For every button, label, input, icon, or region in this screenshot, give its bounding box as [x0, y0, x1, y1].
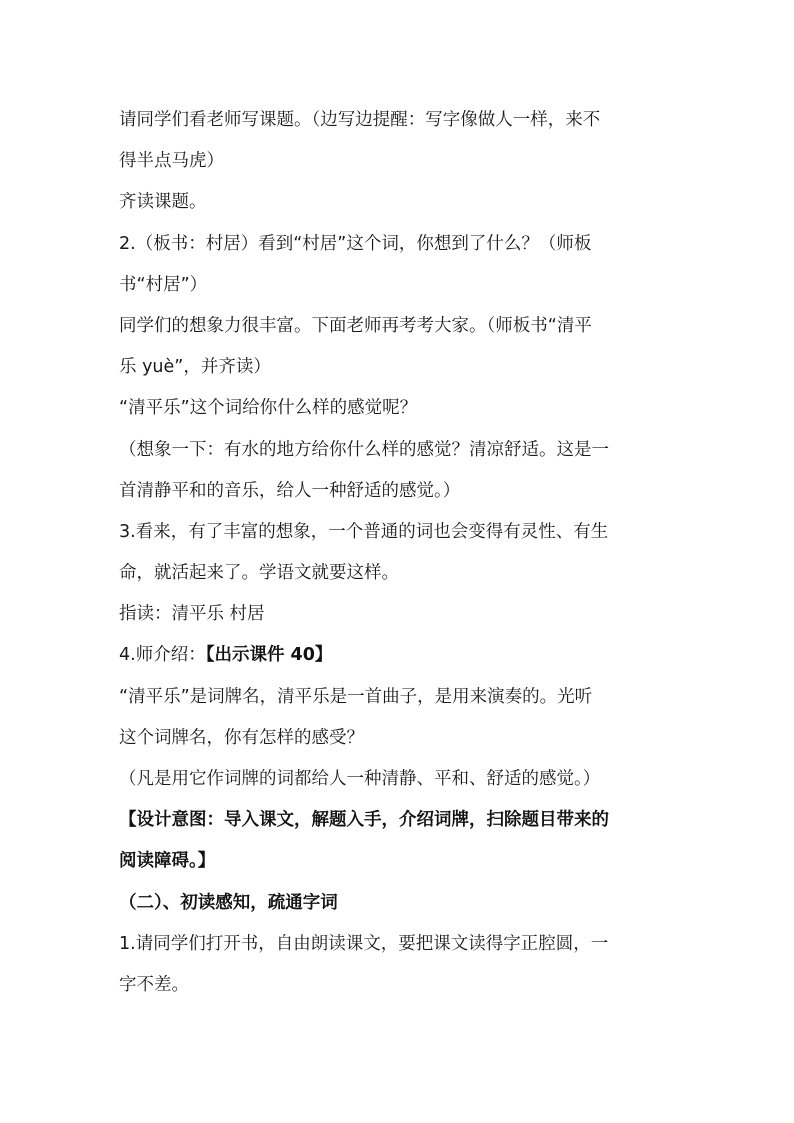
text-line-3: 齐读课题。 — [119, 192, 207, 213]
text-line-21: 1.请同学们打开书，自由朗读课文，要把课文读得字正腔圆，一 — [119, 933, 609, 954]
text-line-4: 2.（板书：村居）看到“村居”这个词，你想到了什么？（师板 — [119, 233, 592, 254]
courseware-reference: 【出示课件 40】 — [205, 645, 333, 666]
text-line-8: “清平乐”这个词给你什么样的感觉呢？ — [119, 398, 418, 419]
text-line-17: （凡是用它作词牌的词都给人一种清静、平和、舒适的感觉。） — [119, 769, 601, 789]
text-line-5: 书“村居”） — [119, 274, 208, 295]
text-line-2: 得半点马虎） — [119, 151, 224, 172]
text-line-10: 首清静平和的音乐，给人一种舒适的感觉。） — [119, 480, 461, 501]
text-line-16: 这个词牌名，你有怎样的感受？ — [119, 727, 364, 748]
design-intent-line-2: 阅读障碍。】 — [119, 851, 216, 872]
document-body — [119, 100, 675, 1006]
text-line-1: 请同学们看老师写课题。（边写边提醒：写字像做人一样，来不 — [119, 110, 601, 130]
section-heading: （二）、初读感知，疏通字词 — [119, 892, 338, 913]
text-line-6: 同学们的想象力很丰富。下面老师再考考大家。（师板书“清平 — [119, 315, 592, 336]
text-line-11: 3.看来，有了丰富的想象，一个普通的词也会变得有灵性、有生 — [119, 521, 609, 542]
text-line-12: 命，就活起来了。学语文就要这样。 — [119, 563, 399, 584]
text-line-13: 指读：清平乐 村居 — [119, 604, 265, 625]
teacher-intro-label: 4.师介绍： — [119, 645, 206, 666]
text-line-9: （想象一下：有水的地方给你什么样的感觉？清凉舒适。这是一 — [119, 439, 609, 460]
text-line-22: 字不差。 — [119, 974, 189, 995]
text-line-15: “清平乐”是词牌名，清平乐是一首曲子，是用来演奏的。光听 — [119, 686, 593, 707]
text-line-7: 乐 yuè”，并齐读） — [119, 357, 271, 378]
design-intent-line-1: 【设计意图：导入课文，解题入手，介绍词牌，扫除题目带来的 — [119, 810, 609, 831]
text-line-14 — [119, 635, 675, 676]
